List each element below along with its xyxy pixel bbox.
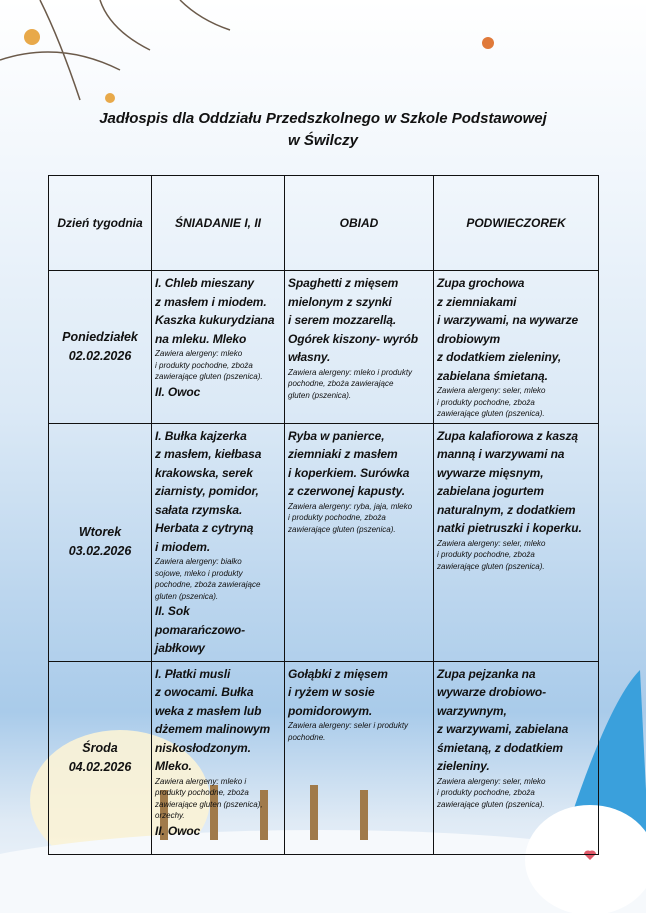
day-date: 04.02.2026 xyxy=(68,759,132,774)
day-name: Wtorek xyxy=(78,525,122,539)
page-title xyxy=(0,108,646,152)
day-name: Poniedziałek xyxy=(62,329,138,344)
table-row xyxy=(49,661,599,854)
breakfast-cell xyxy=(152,271,285,424)
title-line-1: Jadłospis dla Oddziału Przedszkolnego w Szkole Podstawowej xyxy=(99,110,547,127)
lunch-meal: Ryba w panierce, ziemniaki z masłem i koperkiem. Surówka z czerwonej kapusty. xyxy=(288,428,410,498)
second-breakfast: II. Sok pomarańczowo- jabłkowy xyxy=(155,604,246,655)
breakfast-cell xyxy=(152,423,285,661)
allergen-note: Zawiera alergeny: mleko i produkty pochodne, zboża zawierające gluten (pszenica). xyxy=(155,349,263,381)
header-day: Dzień tygodnia xyxy=(49,176,152,271)
second-breakfast: II. Owoc xyxy=(155,823,201,838)
snack-cell xyxy=(434,661,599,854)
day-cell xyxy=(49,661,152,854)
title-line-2: w Świlczy xyxy=(287,132,359,149)
allergen-note: Zawiera alergeny: ryba, jaja, mleko i produkty pochodne, zboża zawierające gluten (pszenica). xyxy=(288,501,413,534)
breakfast-meal: I. Chleb mieszany z masłem i miodem. Kaszka kukurydziana na mleku. Mleko xyxy=(155,276,275,346)
lunch-meal: Gołąbki z mięsem i ryżem w sosie pomidorowym. xyxy=(288,666,388,718)
header-lunch: OBIAD xyxy=(285,176,434,271)
allergen-note: Zawiera alergeny: mleko i produkty pochodne, zboża zawierające gluten (pszenica). xyxy=(288,367,413,400)
day-date: 02.02.2026 xyxy=(68,348,132,363)
menu-table xyxy=(48,175,599,855)
breakfast-meal: I. Bułka kajzerka z masłem, kiełbasa krakowska, serek ziarnisty, pomidor, sałata rzymska. Herbata z cytryną i miodem. xyxy=(155,428,262,554)
header-row xyxy=(49,176,599,271)
snack-cell xyxy=(434,271,599,424)
allergen-note: Zawiera alergeny: seler, mleko i produkty pochodne, zboża zawierające gluten (pszenica). xyxy=(437,538,546,571)
day-cell xyxy=(49,271,152,424)
lunch-cell xyxy=(285,423,434,661)
lunch-meal: Spaghetti z mięsem mielonym z szynki i serem mozzarellą. Ogórek kiszony- wyrób własny. xyxy=(288,276,418,364)
table-row xyxy=(49,423,599,661)
second-breakfast: II. Owoc xyxy=(155,384,201,399)
breakfast-cell xyxy=(152,661,285,854)
snack-meal: Zupa pejzanka na wywarze drobiowo- warzywnym, z warzywami, zabielana śmietaną, z dodatkiem zieleniny. xyxy=(437,666,569,773)
snack-meal: Zupa grochowa z ziemniakami i warzywami, na wywarze drobiowym z dodatkiem zieleniny, zabielana śmietaną. xyxy=(437,276,579,383)
allergen-note: Zawiera alergeny: seler, mleko i produkty pochodne, zboża zawierające gluten (pszenica). xyxy=(437,776,546,809)
allergen-note: Zawiera alergeny: mleko i produkty pochodne, zboża zawierające gluten (pszenica), orzechy. xyxy=(155,776,263,820)
day-date: 03.02.2026 xyxy=(68,544,132,558)
allergen-note: Zawiera alergeny: seler, mleko i produkty pochodne, zboża zawierające gluten (pszenica). xyxy=(437,386,546,418)
breakfast-meal: I. Płatki musli z owocami. Bułka weka z masłem lub dżemem malinowym niskosłodzonym. Mleko. xyxy=(155,666,271,773)
day-cell xyxy=(49,423,152,661)
header-breakfast: ŚNIADANIE I, II xyxy=(152,176,285,271)
allergen-note: Zawiera alergeny: seler i produkty pochodne. xyxy=(288,721,409,742)
snack-cell xyxy=(434,423,599,661)
snack-meal: Zupa kalafiorowa z kaszą manną i warzywami na wywarze mięsnym, zabielana jogurtem naturalnym, z dodatkiem natki pietruszki i koperku. xyxy=(437,428,582,535)
lunch-cell xyxy=(285,271,434,424)
allergen-note: Zawiera alergeny: białko sojowe, mleko i produkty pochodne, zboża zawierające gluten (pszenica). xyxy=(155,557,261,601)
header-snack: PODWIECZOREK xyxy=(434,176,599,271)
day-name: Środa xyxy=(82,740,118,755)
lunch-cell xyxy=(285,661,434,854)
table-row xyxy=(49,271,599,424)
